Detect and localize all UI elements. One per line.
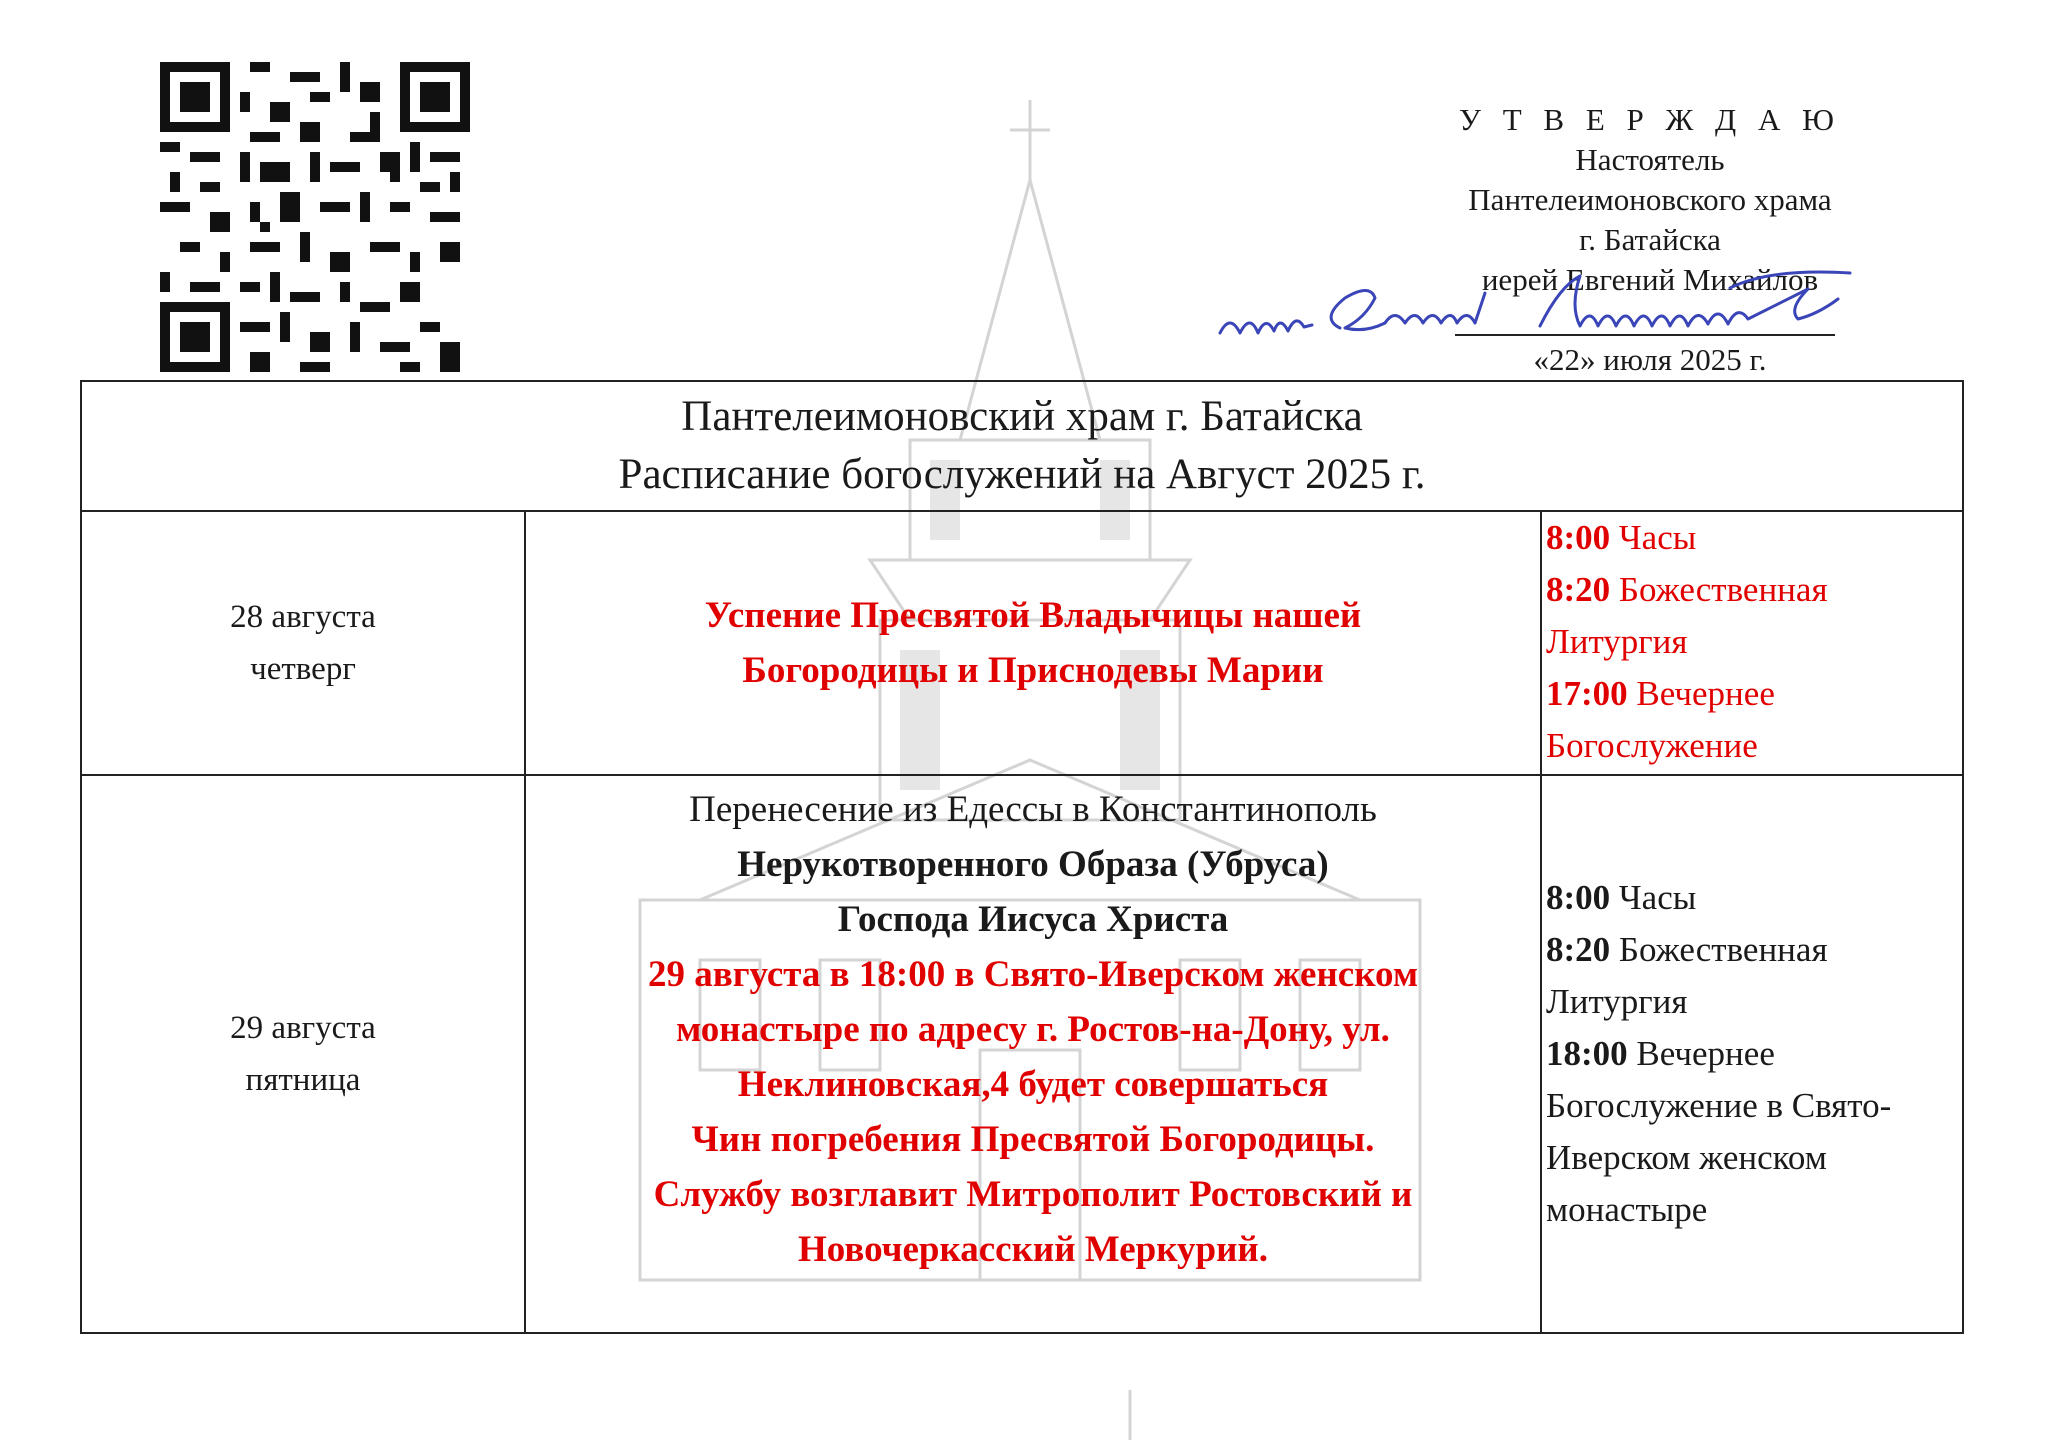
- schedule-subtitle: Расписание богослужений на Август 2025 г.: [618, 451, 1426, 498]
- table-header-row: [81, 381, 1963, 511]
- schedule-table: [80, 380, 1964, 1334]
- approval-church: Пантелеимоновского храма: [1468, 182, 1832, 217]
- event-cell: [525, 511, 1541, 775]
- service-time: 8:20: [1546, 930, 1611, 969]
- service-time-item: [1546, 872, 1962, 924]
- event-feast-line: Перенесение из Едессы в Константинополь: [689, 789, 1377, 830]
- event-announcement-line: Службу возглавит Митрополит Ростовский и: [653, 1174, 1413, 1215]
- service-label: Божественная Литургия: [1546, 930, 1828, 1021]
- service-label: Божественная Литургия: [1546, 570, 1828, 661]
- event-announcement-line: Неклиновская,4 будет совершаться: [737, 1064, 1329, 1105]
- schedule-title: Пантелеимоновский храм г. Батайска: [681, 393, 1363, 440]
- service-label: Вечернее Богослужение: [1546, 674, 1775, 765]
- service-time-item: [1546, 564, 1962, 668]
- service-time: 8:20: [1546, 570, 1611, 609]
- event-title-line: Богородицы и Приснодевы Марии: [742, 650, 1324, 691]
- event-cell: [525, 775, 1541, 1333]
- service-label: Часы: [1618, 878, 1697, 917]
- date-cell: [81, 511, 525, 775]
- table-row: [81, 511, 1963, 775]
- service-label: Часы: [1618, 518, 1697, 557]
- service-label: Вечернее Богослужение в Свято-Иверском женском монастыре: [1546, 1034, 1892, 1229]
- approval-position: Настоятель: [1575, 142, 1725, 177]
- date-cell: [81, 775, 525, 1333]
- event-announcement-line: монастыре по адресу г. Ростов-на-Дону, ул.: [676, 1009, 1390, 1050]
- schedule-title-cell: [81, 381, 1963, 511]
- approval-date: «22» июля 2025 г.: [1533, 342, 1767, 377]
- service-time: 8:00: [1546, 878, 1611, 917]
- service-time-item: [1546, 668, 1962, 772]
- approval-heading: У Т В Е Р Ж Д А Ю: [1459, 102, 1841, 137]
- event-title-line: Успение Пресвятой Владычицы нашей: [704, 595, 1362, 636]
- event-announcement-line: Новочеркасский Меркурий.: [798, 1229, 1268, 1270]
- service-time: 17:00: [1546, 674, 1628, 713]
- service-time: 18:00: [1546, 1034, 1628, 1073]
- table-row: [81, 775, 1963, 1333]
- service-time: 8:00: [1546, 518, 1611, 557]
- service-time-item: [1546, 924, 1962, 1028]
- date-text: 29 августа: [230, 1010, 376, 1046]
- approval-city: г. Батайска: [1579, 222, 1721, 257]
- times-cell: [1541, 511, 1963, 775]
- event-feast-line-bold: Господа Иисуса Христа: [837, 899, 1229, 940]
- times-cell: [1541, 775, 1963, 1333]
- signature: [1210, 258, 1970, 348]
- qr-code-icon: [160, 62, 470, 372]
- event-announcement-line: 29 августа в 18:00 в Свято-Иверском женском: [647, 954, 1419, 995]
- event-feast-line-bold: Нерукотворенного Образа (Убруса): [737, 844, 1329, 885]
- service-time-item: [1546, 1028, 1962, 1236]
- date-text: 28 августа: [230, 599, 376, 635]
- service-time-item: [1546, 512, 1962, 564]
- approval-priest: иерей Евгений Михайлов: [1481, 262, 1819, 297]
- weekday-text: пятница: [245, 1062, 361, 1098]
- weekday-text: четверг: [250, 651, 356, 687]
- event-announcement-line: Чин погребения Пресвятой Богородицы.: [691, 1119, 1375, 1160]
